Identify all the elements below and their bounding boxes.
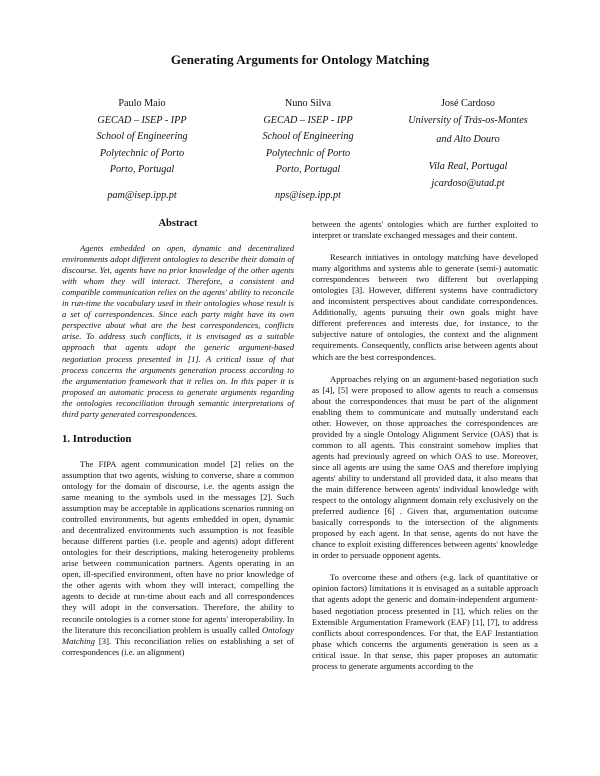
author-email: jcardoso@utad.pt bbox=[431, 178, 505, 189]
intro-paragraph-2: Research initiatives in ontology matching have developed many algorithms and systems able to generate (semi-) automatic correspondences between two different but overlapping ontologies [3]. However, different systems have contradictory and inconsistent perspectives about candidate correspondences. Additionally, agents pursuing their own goals might have different preferences and interests due, for instance, to the subjective nature of ontologies, the context and the alignment requirements. Consequently, conflicts arise between agents about which are the best correspondences. bbox=[312, 252, 538, 362]
author-university-cont: and Alto Douro bbox=[436, 134, 500, 145]
author-group: GECAD – ISEP - IPP bbox=[263, 114, 353, 126]
author-name: Nuno Silva bbox=[284, 98, 332, 109]
author-school: School of Engineering bbox=[96, 131, 188, 142]
intro-paragraph-1-cont: between the agents' ontologies which are further exploited to interpret or translate exchanged messages and their content. bbox=[312, 219, 538, 241]
author-location: Porto, Portugal bbox=[275, 164, 341, 175]
intro-paragraph-4: To overcome these and others (e.g. lack of quantitative or opinion factors) limitations it is envisaged as a suitable approach that agents adopt the generic and domain-independent argument-based negotiation process presented in [1], which relies on the Extensible Argumentation Framework (EAF) [1], [7], to address conflicts about correspondences. For that, the EAF Instantiation phase which concerns the arguments generation is seen as a critical issue. In that sense, this paper proposes an automatic process to generate arguments according to the bbox=[312, 572, 538, 671]
author-university: University of Trás-os-Montes bbox=[408, 114, 528, 126]
section-heading-introduction: 1. Introduction bbox=[62, 432, 132, 445]
emphasis-ontology-matching: Ontology Matching bbox=[62, 624, 294, 646]
author-block-1 bbox=[68, 96, 216, 204]
author-institution: Polytechnic of Porto bbox=[99, 147, 185, 159]
author-name: José Cardoso bbox=[440, 98, 496, 109]
author-email: pam@isep.ipp.pt bbox=[107, 189, 177, 201]
abstract-heading: Abstract bbox=[158, 218, 198, 229]
paper-title: Generating Arguments for Ontology Matching bbox=[170, 52, 430, 67]
author-location: Porto, Portugal bbox=[109, 164, 175, 175]
intro-paragraph-1: The FIPA agent communication model [2] relies on the assumption that two agents, wishing to converse, share a common ontology for the domain of discourse, i.e. the agents assign the same meaning to the symbols used in the messages [2]. Such assumption may be acceptable in applications scenarios running on controlled environments, but agents embedded in open, dynamic and decentralized environments such assumption is not feasible because different parties (i.e. people and agents) adopt different ontologies for their descriptions, making heterogeneity problems arise between communication partners. Agents operating in an open, ill-specified environment, often have no prior knowledge of the other agents with whom they will interact, compelling the agents to decide at run-time about each and all correspondences they will adopt in the conversation. Therefore, the ability to reconcile ontologies is a corner stone for agents' interoperability. In the literature this reconciliation problem is usually called Ontology Matching [3]. This reconciliation relies on establishing a set of correspondences (i.e. an alignment) bbox=[62, 458, 294, 657]
author-location: Vila Real, Portugal bbox=[428, 160, 508, 172]
abstract-text: Agents embedded on open, dynamic and decentralized environments adopt different ontologies to describe their domain of discourse. Yet, agents have no prior knowledge of the other agents with whom they will interact. Therefore, a consistent and compatible communication relies on the agents' ability to reconcile in run-time the vocabulary used in their ontologies whose result is a set of correspondences. Since each party might have its own perspective about what are the best correspondences, conflicts arise. To address such conflicts, it is envisaged as a suitable approach that agents adopt the generic argument-based negotiation process presented in [1]. A critical issue of that process concerns the arguments generation process according to the argumentation framework that it relies on. In this paper it is proposed an automatic process to generate arguments regarding the ontologies reconciliation through semantic interpretations of third party generated correspondences. bbox=[62, 243, 294, 419]
author-school: School of Engineering bbox=[262, 131, 354, 142]
author-block-2 bbox=[234, 96, 382, 204]
author-group: GECAD – ISEP - IPP bbox=[97, 114, 187, 126]
right-column bbox=[312, 219, 538, 672]
author-email: nps@isep.ipp.pt bbox=[275, 189, 341, 201]
author-institution: Polytechnic of Porto bbox=[265, 147, 351, 159]
author-block-3 bbox=[388, 96, 548, 193]
intro-paragraph-3: Approaches relying on an argument-based negotiation such as [4], [5] were proposed to allow agents to reach a consensus about the correspondences that must be part of the alignment enabling them to communicate and mutually understand each other. However, on those approaches the correspondences are provided by a single Ontology Alignment Service (OAS) that is common to all agents. This constraint somehow implies that agents had previously agreed on which OAS to use. Moreover, since all agents are using the same OAS and therefore implying agents' ability to understand all provided data, it also means that the main difference between agents' individual knowledge with respect to the ontology alignment domain rely exclusively on the preferred audience [6] . Given that, argumentation outcome basically corresponds to the intersection of the alignments proposed by each agent. In that sense, agents do not have the chance to exploit existing differences between agents' knowledge in order to persuade opponent agents. bbox=[312, 373, 538, 561]
left-column bbox=[62, 218, 294, 658]
author-name: Paulo Maio bbox=[118, 98, 166, 109]
